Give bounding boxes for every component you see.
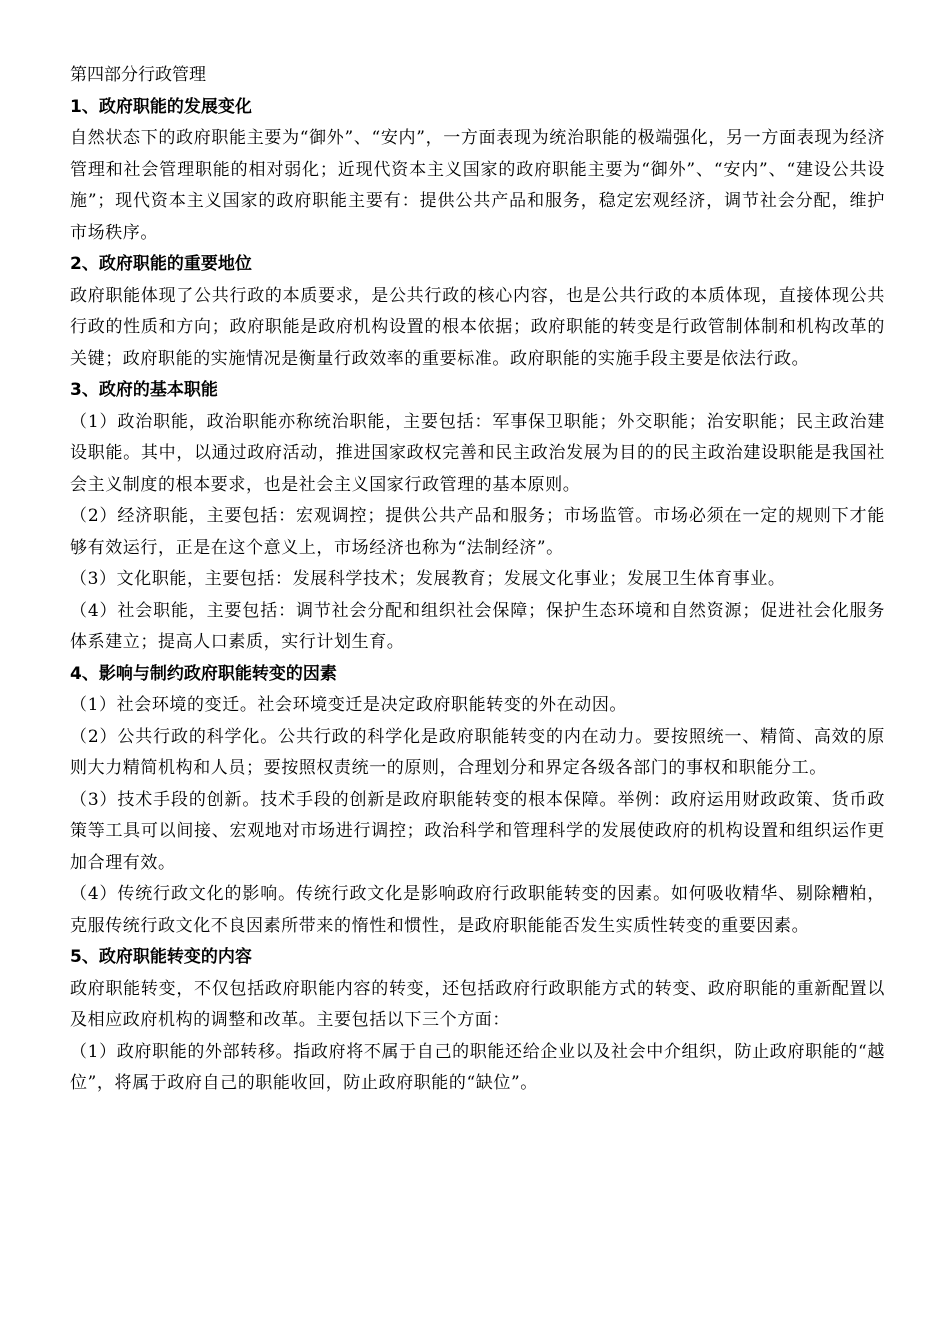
section-4	[70, 659, 885, 943]
section-heading: 2、政府职能的重要地位	[70, 254, 252, 274]
paragraph: （3）技术手段的创新。技术手段的创新是政府职能转变的根本保障。举例：政府运用财政政策、货币政策等工具可以间接、宏观地对市场进行调控；政治科学和管理科学的发展使政府的机构设置和组织运作更加合理有效。	[70, 789, 885, 873]
section-5	[70, 942, 885, 1100]
section-heading: 3、政府的基本职能	[70, 380, 218, 400]
section-3	[70, 375, 885, 659]
document-page	[70, 60, 885, 1100]
paragraph: （1）社会环境的变迁。社会环境变迁是决定政府职能转变的外在动因。	[70, 695, 628, 715]
paragraph: （3）文化职能，主要包括：发展科学技术；发展教育；发展文化事业；发展卫生体育事业。	[70, 569, 786, 589]
section-heading: 4、影响与制约政府职能转变的因素	[70, 663, 337, 684]
document-title: 第四部分行政管理	[70, 65, 206, 85]
paragraph: （1）政治职能，政治职能亦称统治职能，主要包括：军事保卫职能；外交职能；治安职能；民主政治建设职能。其中，以通过政府活动，推进国家政权完善和民主政治发展为目的的民主政治建设职能是我国社会主义制度的根本要求，也是社会主义国家行政管理的基本原则。	[70, 411, 885, 495]
paragraph: （2）经济职能，主要包括：宏观调控；提供公共产品和服务；市场监管。市场必须在一定的规则下才能够有效运行，正是在这个意义上，市场经济也称为“法制经济”。	[70, 506, 885, 558]
paragraph: 政府职能转变，不仅包括政府职能内容的转变，还包括政府行政职能方式的转变、政府职能的重新配置以及相应政府机构的调整和改革。主要包括以下三个方面：	[70, 978, 885, 1030]
paragraph: （1）政府职能的外部转移。指政府将不属于自己的职能还给企业以及社会中介组织，防止政府职能的“越位”，将属于政府自己的职能收回，防止政府职能的“缺位”。	[70, 1041, 885, 1093]
section-2	[70, 249, 885, 375]
section-heading: 5、政府职能转变的内容	[70, 947, 252, 967]
paragraph: （2）公共行政的科学化。公共行政的科学化是政府职能转变的内在动力。要按照统一、精简、高效的原则大力精简机构和人员；要按照权责统一的原则，合理划分和界定各级各部门的事权和职能分工。	[70, 726, 885, 778]
paragraph: 政府职能体现了公共行政的本质要求，是公共行政的核心内容，也是公共行政的本质体现，直接体现公共行政的性质和方向；政府职能是政府机构设置的根本依据；政府职能的转变是行政管制体制和机构改革的关键；政府职能的实施情况是衡量行政效率的重要标准。政府职能的实施手段主要是依法行政。	[70, 285, 885, 369]
section-heading: 1、政府职能的发展变化	[70, 96, 252, 117]
paragraph: 自然状态下的政府职能主要为“御外”、“安内”，一方面表现为统治职能的极端强化，另一方面表现为经济管理和社会管理职能的相对弱化；近现代资本主义国家的政府职能主要为“御外”、“安内”、“建设公共设施”；现代资本主义国家的政府职能主要有：提供公共产品和服务，稳定宏观经济，调节社会分配，维护市场秩序。	[70, 128, 885, 243]
paragraph: （4）社会职能，主要包括：调节社会分配和组织社会保障；保护生态环境和自然资源；促进社会化服务体系建立；提高人口素质，实行计划生育。	[70, 600, 885, 652]
paragraph: （4）传统行政文化的影响。传统行政文化是影响政府行政职能转变的因素。如何吸收精华、剔除糟粕，克服传统行政文化不良因素所带来的惰性和惯性，是政府职能能否发生实质性转变的重要因素。	[70, 884, 885, 936]
section-1	[70, 92, 885, 250]
